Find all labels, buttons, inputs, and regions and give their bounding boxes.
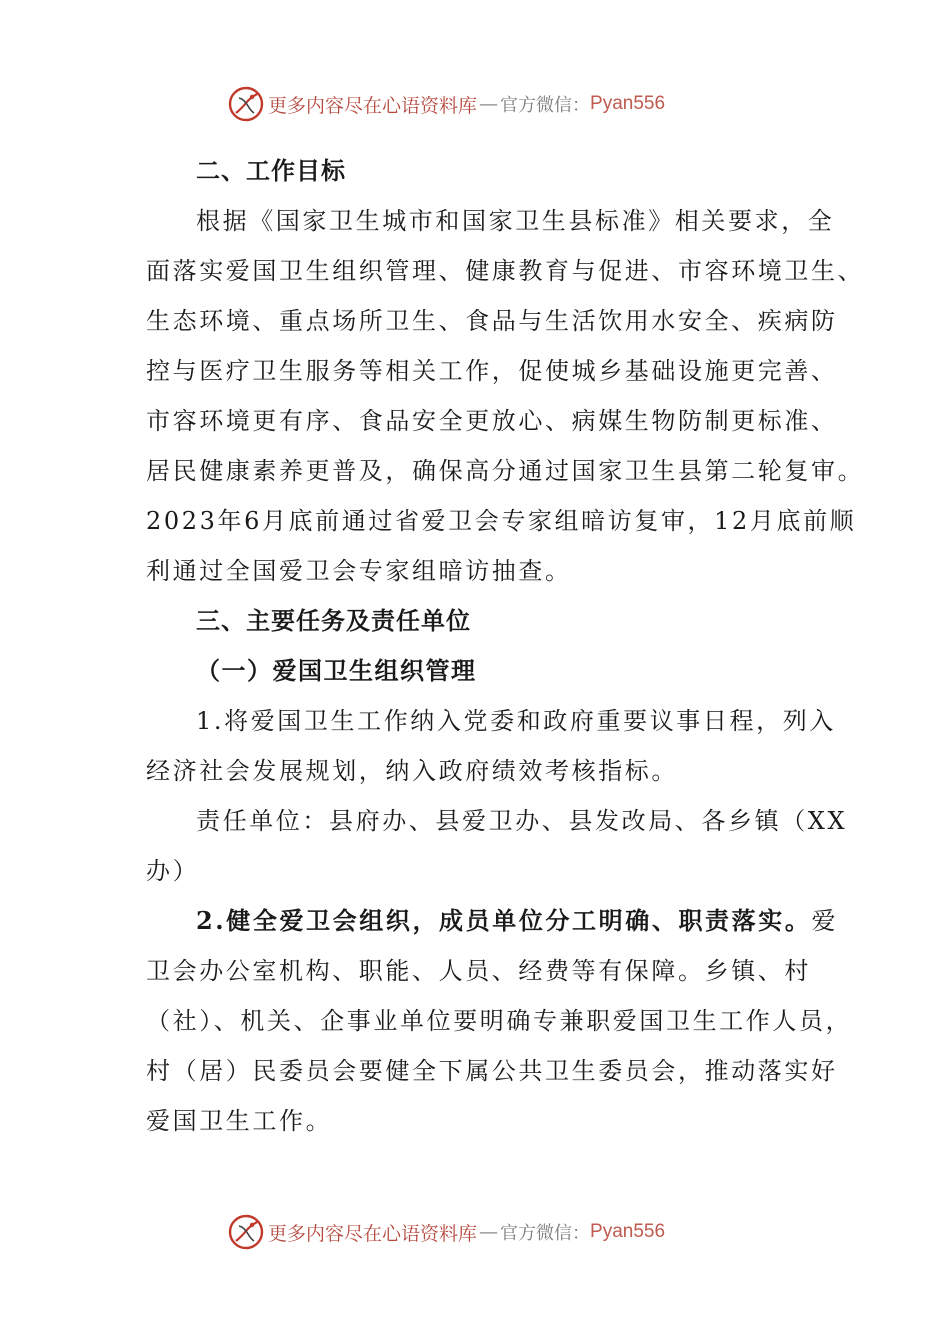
item-line: 卫会办公室机构、职能、人员、经费等有保障。乡镇、村 bbox=[146, 957, 811, 985]
paragraph-line: 面落实爱国卫生组织管理、健康教育与促进、市容环境卫生、 bbox=[146, 257, 865, 285]
item-line: 1.将爱国卫生工作纳入党委和政府重要议事日程，列入 bbox=[196, 707, 836, 735]
paragraph-line: 2023年6月底前通过省爱卫会专家组暗访复审，12月底前顺 bbox=[146, 507, 857, 535]
watermark-wechat-label: 官方微信： bbox=[500, 1223, 591, 1244]
paragraph-line: 市容环境更有序、食品安全更放心、病媒生物防制更标准、 bbox=[146, 407, 838, 435]
watermark-wechat-label: 官方微信： bbox=[500, 95, 591, 116]
paragraph-line: 利通过全国爱卫会专家组暗访抽查。 bbox=[146, 557, 572, 585]
section-heading-tasks: 三、主要任务及责任单位 bbox=[196, 607, 471, 635]
paragraph-line: 生态环境、重点场所卫生、食品与生活饮用水安全、疾病防 bbox=[146, 307, 838, 335]
watermark-dash: — bbox=[479, 93, 499, 115]
section-heading-goals: 二、工作目标 bbox=[196, 157, 346, 185]
item-line: 爱国卫生工作。 bbox=[146, 1107, 333, 1135]
item-text: 爱 bbox=[811, 907, 839, 935]
document-body bbox=[146, 146, 865, 1146]
item-line: 村（居）民委员会要健全下属公共卫生委员会，推动落实好 bbox=[146, 1057, 838, 1085]
paragraph-line: 控与医疗卫生服务等相关工作，促使城乡基础设施更完善、 bbox=[146, 357, 838, 385]
watermark-wechat-id: Pyan556 bbox=[590, 93, 666, 114]
pen-logo-icon bbox=[228, 86, 264, 122]
pen-logo-icon bbox=[228, 1214, 264, 1250]
paragraph-line: 居民健康素养更普及，确保高分通过国家卫生县第二轮复审。 bbox=[146, 457, 865, 485]
watermark-banner-bottom bbox=[228, 1212, 665, 1252]
watermark-brand: 更多内容尽在心语资料库 bbox=[268, 1222, 478, 1245]
watermark-wechat-id: Pyan556 bbox=[590, 1221, 666, 1242]
watermark-banner-top bbox=[228, 84, 665, 124]
watermark-brand: 更多内容尽在心语资料库 bbox=[268, 94, 478, 117]
subsection-heading: （一）爱国卫生组织管理 bbox=[196, 656, 477, 685]
responsible-units-line: 责任单位：县府办、县爱卫办、县发改局、各乡镇（XX bbox=[196, 807, 848, 835]
item-line: （社）、机关、企事业单位要明确专兼职爱国卫生工作人员， bbox=[146, 1007, 853, 1035]
paragraph-line: 根据《国家卫生城市和国家卫生县标准》相关要求，全 bbox=[196, 207, 835, 235]
watermark-dash: — bbox=[479, 1221, 499, 1243]
item-line bbox=[146, 896, 839, 946]
item-bold-lead: 2.健全爱卫会组织，成员单位分工明确、职责落实。 bbox=[196, 906, 812, 935]
responsible-units-line: 办） bbox=[146, 857, 200, 885]
item-line: 经济社会发展规划，纳入政府绩效考核指标。 bbox=[146, 757, 678, 785]
